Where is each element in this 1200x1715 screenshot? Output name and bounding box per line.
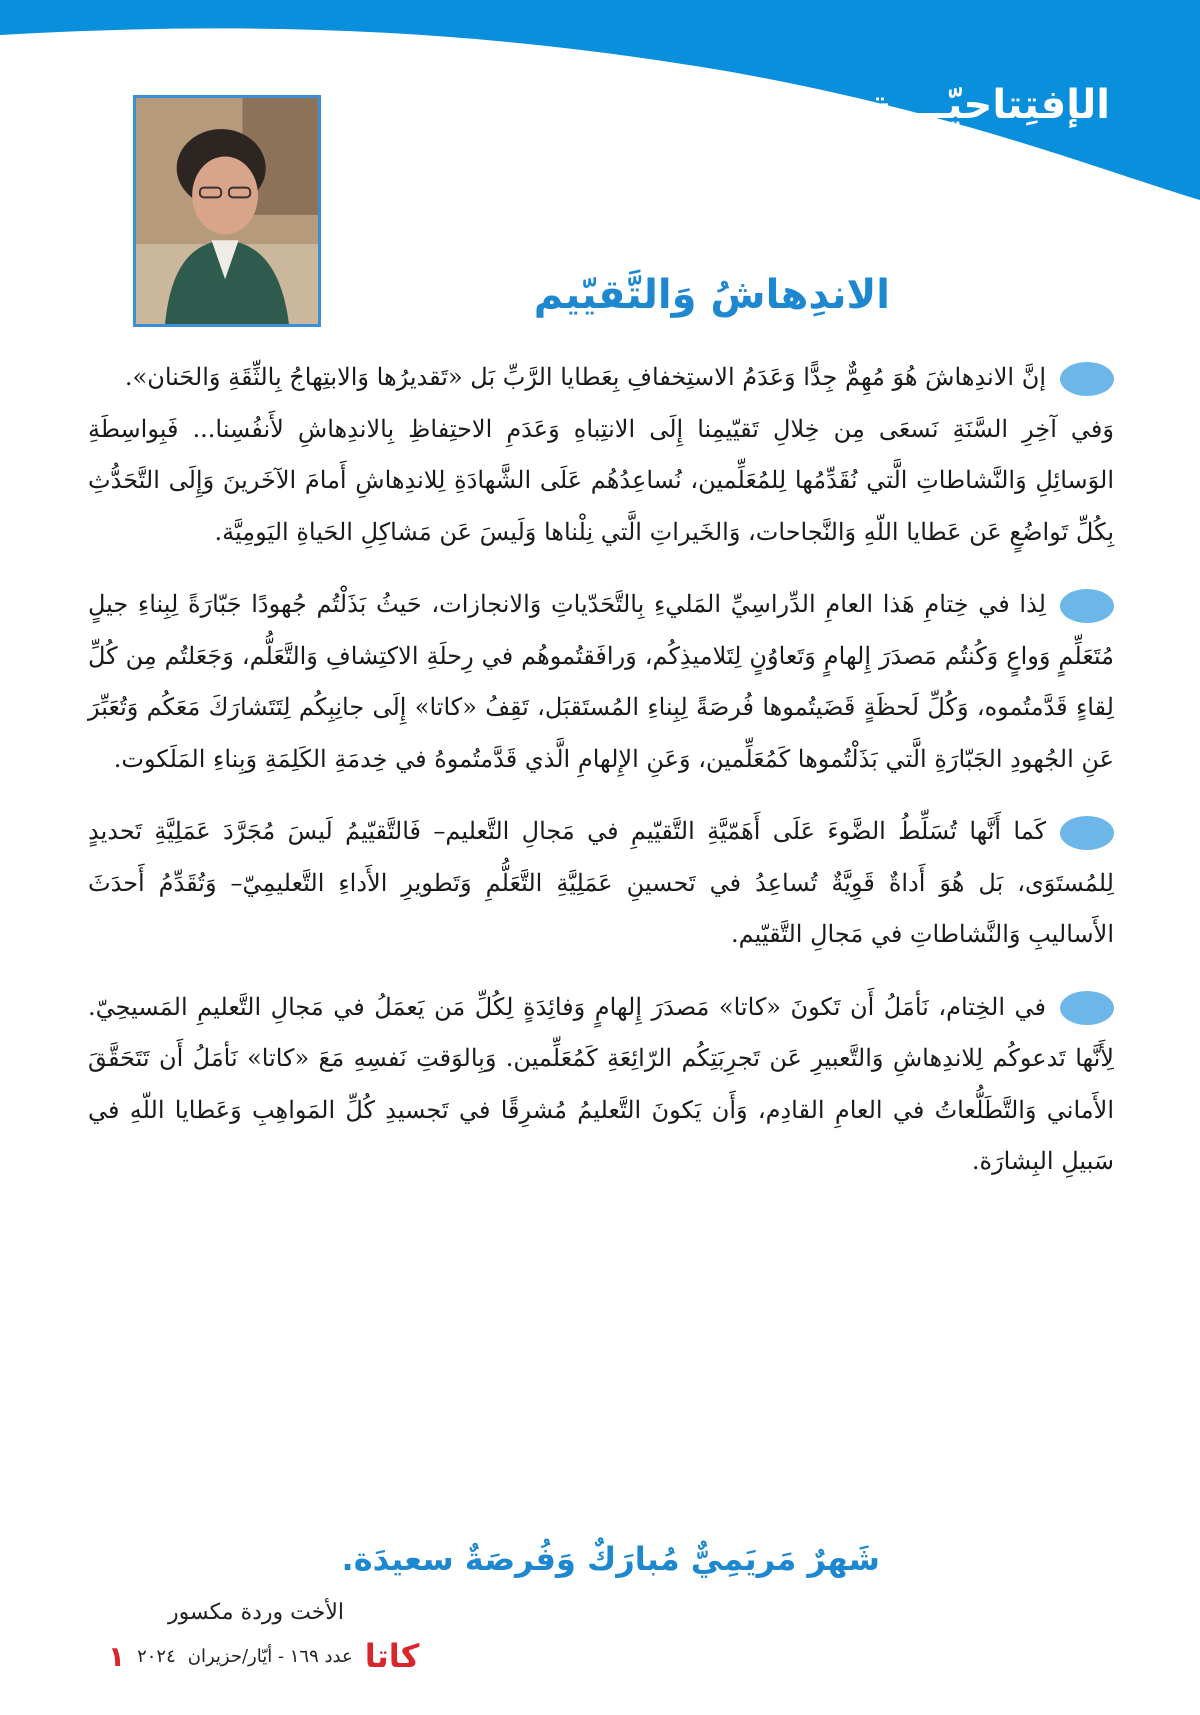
paragraph-3	[88, 579, 1114, 785]
issue-year: ٢٠٢٤	[137, 1645, 176, 1667]
bullet-icon	[1060, 589, 1114, 623]
article-title: الاندِهاشُ وَالتَّقيّيم	[533, 272, 890, 318]
page-footer	[108, 1636, 419, 1676]
bullet-icon	[1060, 816, 1114, 850]
author-photo	[133, 95, 321, 327]
author-name: الأخت وردة مكسور	[168, 1600, 344, 1625]
brand-logo: كاتا	[364, 1637, 420, 1675]
paragraph-5	[88, 982, 1114, 1188]
paragraph-text: إنَّ الاندِهاشَ هُوَ مُهِمٌّ جِدًّا وَعَدَمُ الاستِخفافِ بِعَطايا الرَّبِّ بَل «تَقديرُها وَالابتِهاجُ بِالثِّقَةِ وَالحَنان».	[124, 363, 1046, 391]
paragraph-text: وَفي آخِرِ السَّنَةِ نَسعَى مِن خِلالِ تَقيّيمِنا إِلَى الانتِباهِ وَعَدَمِ الاحتِفاظِ بِالاندِهاشِ لأَنفُسِنا... فَبِواسِطَةِ الوَسائِلِ وَالنَّشاطاتِ الَّتي نُقَدِّمُها لِلمُعَلِّمين، نُساعِدُهُم عَلَى الشَّهادَةِ لِلاندِهاشِ أَمامَ الآخَرينَ وَإِلَى التَّحَدُّثِ بِكُلِّ تَواضُعٍ عَن عَطايا اللّهِ وَالنَّجاحات، وَالخَيراتِ الَّتي نِلْناها وَلَيسَ عَن مَشاكِلِ الحَياةِ اليَومِيَّة.	[88, 414, 1114, 546]
paragraph-text: في الخِتام، نَأمَلُ أَن تَكونَ «كاتا» مَصدَرَ إِلهامٍ وَفائِدَةٍ لِكُلِّ مَن يَعمَلُ في مَجالِ التَّعليمِ المَسيحِيّ. لِأَنَّها تَدعوكُم لِلاندِهاشِ وَالتَّعبيرِ عَن تَجرِبَتِكُم الرّائِعَةِ كَمُعَلِّمين. وَبِالوَقتِ نَفسِهِ مَعَ «كاتا» نَأمَلُ أَن تَتَحَقَّقَ الأَماني وَالتَّطَلُّعاتُ في العامِ القادِم، وَأَن يَكونَ التَّعليمُ مُشرِقًا في تَجسيدِ كُلِّ المَواهِبِ وَعَطايا اللّهِ في سَبيلِ البِشارَة.	[88, 992, 1114, 1175]
paragraph-2	[88, 404, 1114, 559]
paragraph-text: كَما أَنَّها تُسَلِّطُ الضَّوءَ عَلَى أَهَمّيَّةِ التَّقيّيمِ في مَجالِ التَّعليم– فَالتَّقيّيمُ لَيسَ مُجَرَّدَ عَمَلِيَّةِ تَحديدٍ لِلمُستَوَى، بَل هُوَ أَداةٌ قَوِيَّةٌ تُساعِدُ في تَحسينِ عَمَلِيَّةِ التَّعَلُّمِ وَتَطويرِ الأَداءِ التَّعليمِيّ– وَتُقَدِّمُ أَحدَثَ الأَساليبِ وَالنَّشاطاتِ في مَجالِ التَّقيّيم.	[88, 817, 1114, 948]
paragraph-text: لِذا في خِتامِ هَذا العامِ الدِّراسِيِّ المَليءِ بِالتَّحَدّياتِ وَالانجازات، حَيثُ بَذَلْتُم جُهودًا جَبّارَةً لِبِناءِ جيلٍ مُتَعَلِّمٍ وَواعٍ وَكُنتُم مَصدَرَ إِلهامٍ وَتَعاوُنٍ لِتَلاميذِكُم، وَرافَقتُموهُم في رِحلَةِ الاكتِشافِ وَالتَّعَلُّم، وَجَعَلتُم مِن كُلِّ لِقاءٍ قَدَّمتُموه، وَكُلِّ لَحظَةٍ قَضَيتُموها فُرصَةً لِبِناءِ المُستَقبَل، تَقِفُ «كاتا» إِلَى جانِبِكُم لِتَتَشارَكَ مَعَكُم وَتُعَبِّرَ عَنِ الجُهودِ الجَبّارَةِ الَّتي بَذَلْتُموها كَمُعَلِّمين، وَعَنِ الإِلهامِ الَّذي قَدَّمتُموهُ في خِدمَةِ الكَلِمَةِ وَبِناءِ المَلَكوت.	[88, 590, 1114, 773]
section-title: الإفتِتاحيّــــة	[868, 82, 1110, 128]
issue-info: عدد ١٦٩ - أيّار/حزيران	[187, 1645, 353, 1667]
page-number: ١	[108, 1639, 126, 1673]
bullet-icon	[1060, 991, 1114, 1025]
bullet-icon	[1060, 362, 1114, 396]
paragraph-4	[88, 806, 1114, 961]
paragraph-1	[88, 352, 1114, 404]
closing-blessing: شَهرٌ مَريَمِيٌّ مُبارَكٌ وَفُرصَةٌ سعيدَة.	[341, 1540, 880, 1578]
article-body	[88, 352, 1114, 1188]
